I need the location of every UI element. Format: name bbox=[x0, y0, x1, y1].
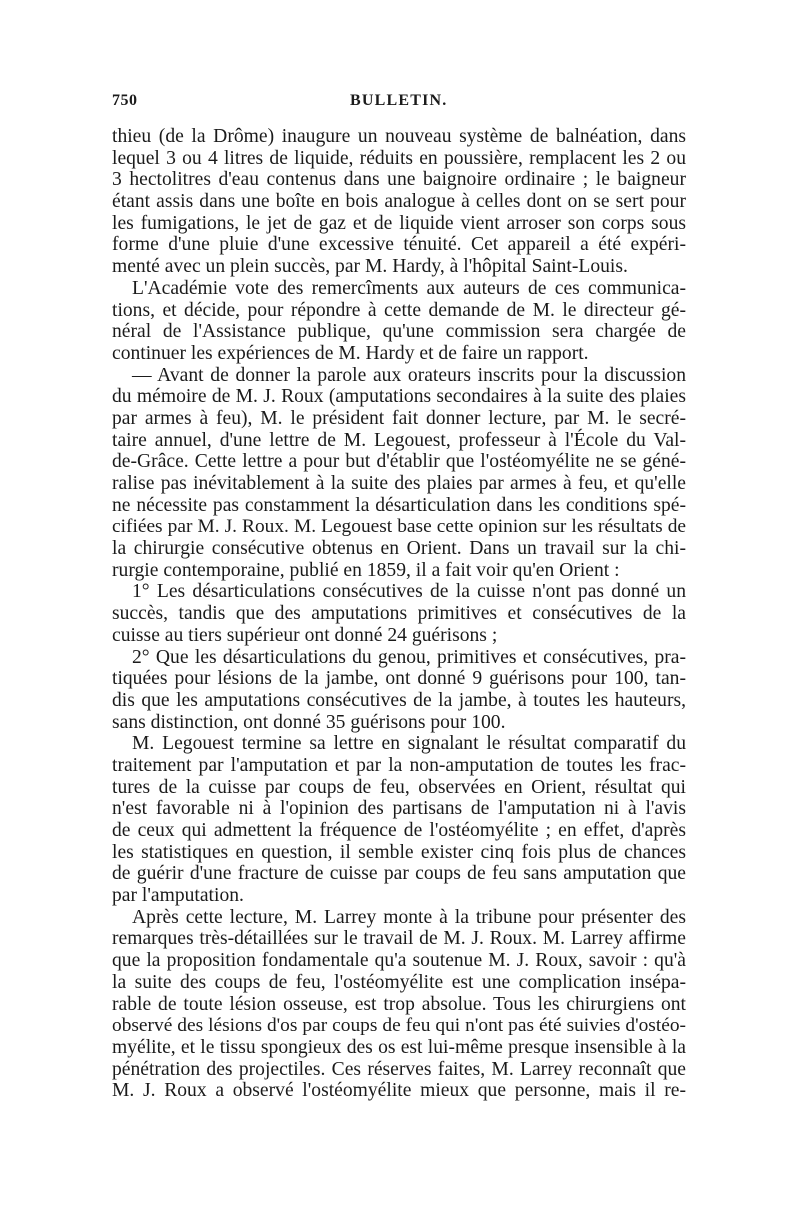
text-line bbox=[112, 256, 686, 278]
text-line bbox=[112, 148, 686, 170]
text-line bbox=[112, 581, 686, 603]
text-line-content: ne nécessite pas constamment la désarticulation dans les conditions spé- bbox=[112, 494, 686, 516]
text-line bbox=[112, 1015, 686, 1037]
text-line bbox=[112, 386, 686, 408]
text-line-content: sans distinction, ont donné 35 guérisons pour 100. bbox=[112, 711, 506, 733]
running-title: BULLETIN. bbox=[350, 92, 448, 109]
text-line-content: taire annuel, d'une lettre de M. Legouest, professeur à l'École du Val- bbox=[112, 429, 686, 451]
book-page bbox=[112, 92, 686, 1102]
text-line bbox=[112, 994, 686, 1016]
text-line-content: traitement par l'amputation et par la non-amputation de toutes les frac- bbox=[112, 754, 686, 776]
text-line-content: remarques très-détaillées sur le travail de M. J. Roux. M. Larrey affirme bbox=[112, 928, 686, 950]
text-line-content: 1° Les désarticulations consécutives de la cuisse n'ont pas donné un bbox=[132, 581, 686, 603]
text-line-content: succès, tandis que des amputations primitives et consécutives de la bbox=[112, 603, 686, 625]
text-line-content: M. J. Roux a observé l'ostéomyélite mieux que personne, mais il re- bbox=[112, 1080, 686, 1102]
text-line-content: que la proposition fondamentale qu'a soutenue M. J. Roux, savoir : qu'à bbox=[112, 950, 686, 972]
text-line-content: M. Legouest termine sa lettre en signalant le résultat comparatif du bbox=[132, 733, 686, 755]
text-line-content: cifiées par M. J. Roux. M. Legouest base cette opinion sur les résultats de bbox=[112, 516, 686, 538]
text-line-content: rable de toute lésion osseuse, est trop absolue. Tous les chirurgiens ont bbox=[112, 993, 686, 1015]
text-line-content: les fumigations, le jet de gaz et de liquide vient arroser son corps sous bbox=[112, 212, 686, 234]
page-header bbox=[112, 92, 686, 126]
text-line bbox=[112, 1080, 686, 1102]
text-line-content: thieu (de la Drôme) inaugure un nouveau système de balnéation, dans bbox=[112, 126, 686, 147]
text-line bbox=[112, 928, 686, 950]
text-line-content: la chirurgie consécutive obtenus en Orient. Dans un travail sur la chi- bbox=[112, 538, 686, 560]
text-line-content: par armes à feu), M. le président fait donner lecture, par M. le secré- bbox=[112, 407, 686, 429]
text-line bbox=[112, 690, 686, 712]
text-line bbox=[112, 365, 686, 387]
text-line bbox=[112, 820, 686, 842]
text-line-content: observé des lésions d'os par coups de feu qui n'ont pas été suivies d'ostéo- bbox=[112, 1015, 686, 1037]
text-line-content: 2° Que les désarticulations du genou, primitives et consécutives, pra- bbox=[132, 646, 686, 668]
text-line-content: menté avec un plein succès, par M. Hardy, à l'hôpital Saint-Louis. bbox=[112, 256, 628, 278]
text-line bbox=[112, 300, 686, 322]
text-line-content: myélite, et le tissu spongieux des os est lui-même presque insensible à la bbox=[112, 1036, 686, 1058]
text-line bbox=[112, 430, 686, 452]
body-text bbox=[112, 126, 686, 1102]
text-line-content: dis que les amputations consécutives de la jambe, à toutes les hauteurs, bbox=[112, 689, 686, 711]
text-line bbox=[112, 560, 686, 582]
text-line-content: du mémoire de M. J. Roux (amputations secondaires à la suite des plaies bbox=[112, 386, 686, 408]
text-line bbox=[112, 213, 686, 235]
text-line-content: néral de l'Assistance publique, qu'une commission sera chargée de bbox=[112, 321, 686, 343]
text-line bbox=[112, 495, 686, 517]
text-line bbox=[112, 712, 686, 734]
page-number: 750 bbox=[112, 92, 138, 109]
text-line bbox=[112, 625, 686, 647]
text-line-content: L'Académie vote des remercîments aux auteurs de ces communica- bbox=[132, 277, 686, 299]
text-line bbox=[112, 907, 686, 929]
text-line bbox=[112, 473, 686, 495]
text-line-content: par l'amputation. bbox=[112, 885, 244, 907]
text-line-content: continuer les expériences de M. Hardy et de faire un rapport. bbox=[112, 342, 589, 364]
text-line bbox=[112, 516, 686, 538]
text-line-content: 3 hectolitres d'eau contenus dans une baignoire ordinaire ; le baigneur bbox=[112, 169, 686, 191]
text-line-content: les statistiques en question, il semble exister cinq fois plus de chances bbox=[112, 841, 686, 863]
text-line-content: de ceux qui admettent la fréquence de l'ostéomyélite ; en effet, d'après bbox=[112, 820, 686, 841]
text-line bbox=[112, 668, 686, 690]
text-line bbox=[112, 451, 686, 473]
text-line bbox=[112, 842, 686, 864]
text-line-content: forme d'une pluie d'une excessive ténuité. Cet appareil a été expéri- bbox=[112, 234, 686, 256]
text-line bbox=[112, 169, 686, 191]
text-line bbox=[112, 755, 686, 777]
text-line bbox=[112, 798, 686, 820]
text-line bbox=[112, 408, 686, 430]
text-line-content: pénétration des projectiles. Ces réserves faites, M. Larrey reconnaît que bbox=[112, 1058, 686, 1080]
text-line-content: n'est favorable ni à l'opinion des partisans de l'amputation ni à l'avis bbox=[112, 798, 686, 820]
text-line bbox=[112, 647, 686, 669]
text-line bbox=[112, 950, 686, 972]
text-line-content: la suite des coups de feu, l'ostéomyélite est une complication insépa- bbox=[112, 971, 686, 993]
text-line bbox=[112, 234, 686, 256]
text-line bbox=[112, 972, 686, 994]
text-line bbox=[112, 1037, 686, 1059]
text-line bbox=[112, 538, 686, 560]
text-line-content: cuisse au tiers supérieur ont donné 24 guérisons ; bbox=[112, 624, 498, 646]
text-line bbox=[112, 191, 686, 213]
text-line bbox=[112, 733, 686, 755]
text-line-content: étant assis dans une boîte en bois analogue à celles dont on se sert pour bbox=[112, 191, 686, 213]
text-line bbox=[112, 777, 686, 799]
text-line-content: lequel 3 ou 4 litres de liquide, réduits en poussière, remplacent les 2 ou bbox=[112, 147, 686, 169]
text-line-content: tures de la cuisse par coups de feu, observées en Orient, résultat qui bbox=[112, 776, 686, 798]
text-line-content: tions, et décide, pour répondre à cette demande de M. le directeur gé- bbox=[112, 299, 686, 321]
text-line bbox=[112, 321, 686, 343]
text-line-content: de-Grâce. Cette lettre a pour but d'établir que l'ostéomyélite ne se géné- bbox=[112, 451, 686, 473]
text-line bbox=[112, 1059, 686, 1081]
text-line bbox=[112, 885, 686, 907]
text-line bbox=[112, 278, 686, 300]
text-line-content: — Avant de donner la parole aux orateurs inscrits pour la discussion bbox=[132, 364, 686, 386]
text-line-content: ralise pas inévitablement à la suite des plaies par armes à feu, et qu'elle bbox=[112, 473, 686, 494]
text-line bbox=[112, 126, 686, 148]
text-line bbox=[112, 863, 686, 885]
text-line bbox=[112, 603, 686, 625]
text-line-content: rurgie contemporaine, publié en 1859, il a fait voir qu'en Orient : bbox=[112, 559, 620, 581]
text-line-content: de guérir d'une fracture de cuisse par coups de feu sans amputation que bbox=[112, 863, 686, 885]
text-line bbox=[112, 343, 686, 365]
text-line-content: Après cette lecture, M. Larrey monte à la tribune pour présenter des bbox=[132, 906, 686, 928]
text-line-content: tiquées pour lésions de la jambe, ont donné 9 guérisons pour 100, tan- bbox=[112, 668, 686, 690]
